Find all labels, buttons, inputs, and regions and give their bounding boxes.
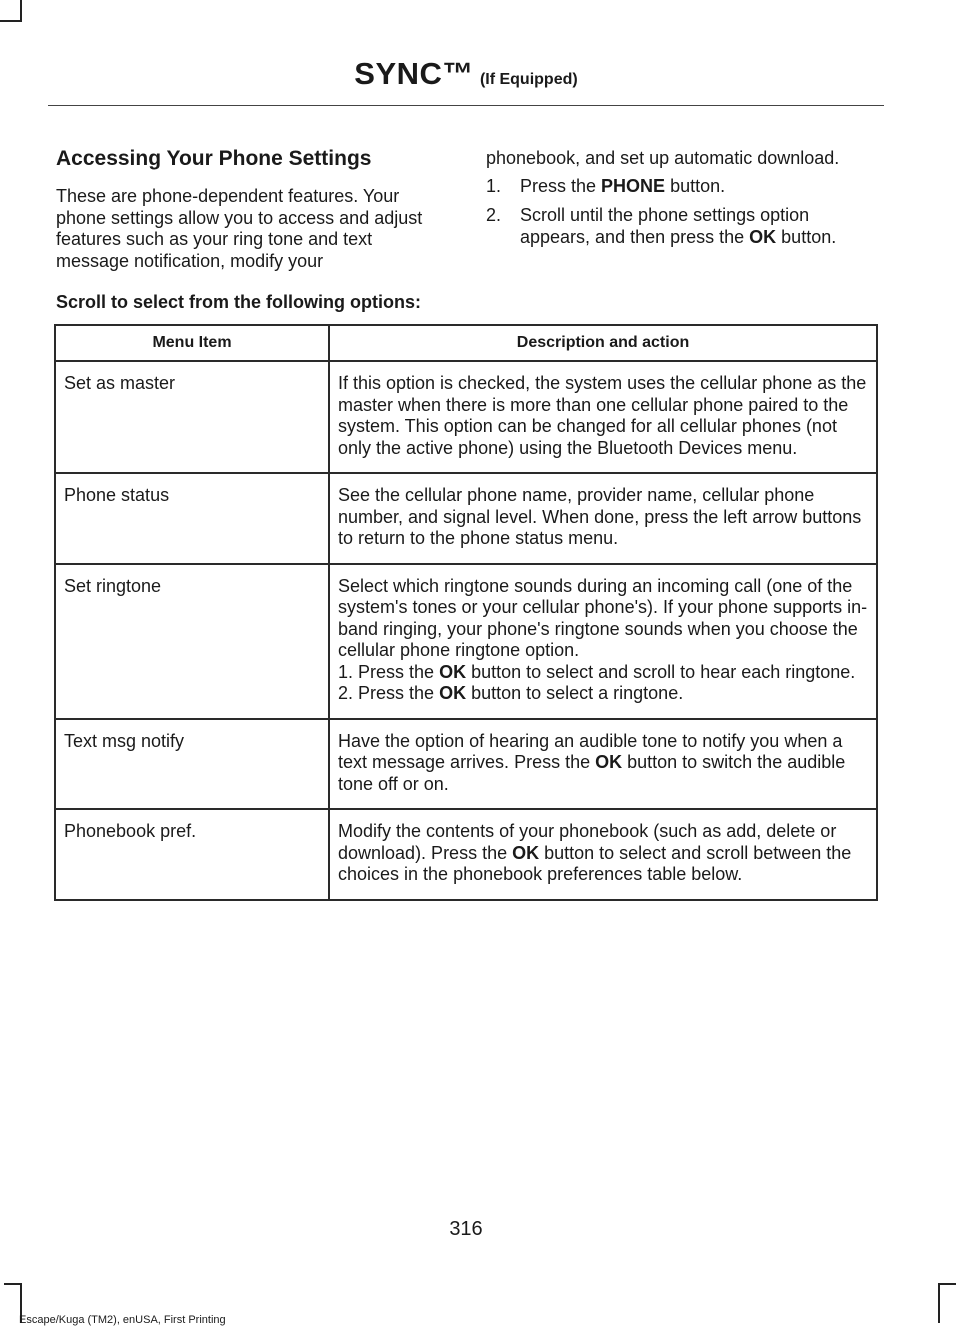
menu-item-cell: Set ringtone	[55, 564, 329, 719]
crop-mark	[4, 1283, 22, 1285]
crop-mark	[20, 0, 22, 22]
step-item: 1. Press the PHONE button.	[486, 175, 726, 196]
table-row	[55, 564, 877, 719]
column-header: Menu Item	[55, 325, 329, 361]
table-caption: Scroll to select from the following options:	[56, 292, 422, 312]
page-number: 316	[449, 1218, 483, 1240]
menu-item-cell: Text msg notify	[55, 719, 329, 810]
step-item: 2. Scroll until the phone settings option appears, and then press the OK button.	[486, 205, 837, 247]
table-header-row	[55, 325, 877, 361]
menu-item-cell: Set as master	[55, 361, 329, 473]
footer-text: Escape/Kuga (TM2), enUSA, First Printing	[19, 1314, 226, 1326]
table-row	[55, 361, 877, 473]
table-row	[55, 473, 877, 564]
section-title: Accessing Your Phone Settings	[56, 147, 372, 170]
menu-item-cell: Phonebook pref.	[55, 809, 329, 900]
header-divider	[48, 105, 884, 106]
right-column	[486, 146, 880, 256]
crop-mark	[938, 1283, 956, 1285]
description-cell: See the cellular phone name, provider name, cellular phone number, and signal level. When done, press the left arrow buttons to return to the phone status menu.	[329, 473, 877, 564]
column-header: Description and action	[329, 325, 877, 361]
table-row	[55, 809, 877, 900]
menu-item-cell: Phone status	[55, 473, 329, 564]
crop-mark	[938, 1283, 940, 1323]
page-header	[48, 56, 884, 92]
header-subtitle: (If Equipped)	[479, 71, 578, 88]
left-column	[56, 146, 450, 272]
steps-list	[486, 176, 880, 249]
header-title: SYNC™	[354, 56, 474, 91]
description-cell: If this option is checked, the system uses the cellular phone as the master when there is more than one cellular phone paired to the system. This option can be changed for all cellular phones (not only the active phone) using the Bluetooth Devices menu.	[329, 361, 877, 473]
table-row	[55, 719, 877, 810]
intro-paragraph: These are phone-dependent features. Your phone settings allow you to access and adjust features such as your ring tone and text message notification, modify your	[56, 186, 423, 271]
description-cell: Select which ringtone sounds during an incoming call (one of the system's tones or your cellular phone's). If your phone supports in-band ringing, your phone's ringtone sounds when you choose the cellular phone ringtone option. 1. Press the OK button to select and scroll to hear each ringtone. 2. Press the OK button to select a ringtone.	[329, 564, 877, 719]
description-cell: Have the option of hearing an audible tone to notify you when a text message arrives. Press the OK button to switch the audible tone off or on.	[329, 719, 877, 810]
intro-continuation: phonebook, and set up automatic download.	[486, 148, 840, 168]
crop-mark	[0, 20, 22, 22]
options-table	[54, 324, 878, 901]
description-cell: Modify the contents of your phonebook (such as add, delete or download). Press the OK button to select and scroll between the choices in the phonebook preferences table below.	[329, 809, 877, 900]
